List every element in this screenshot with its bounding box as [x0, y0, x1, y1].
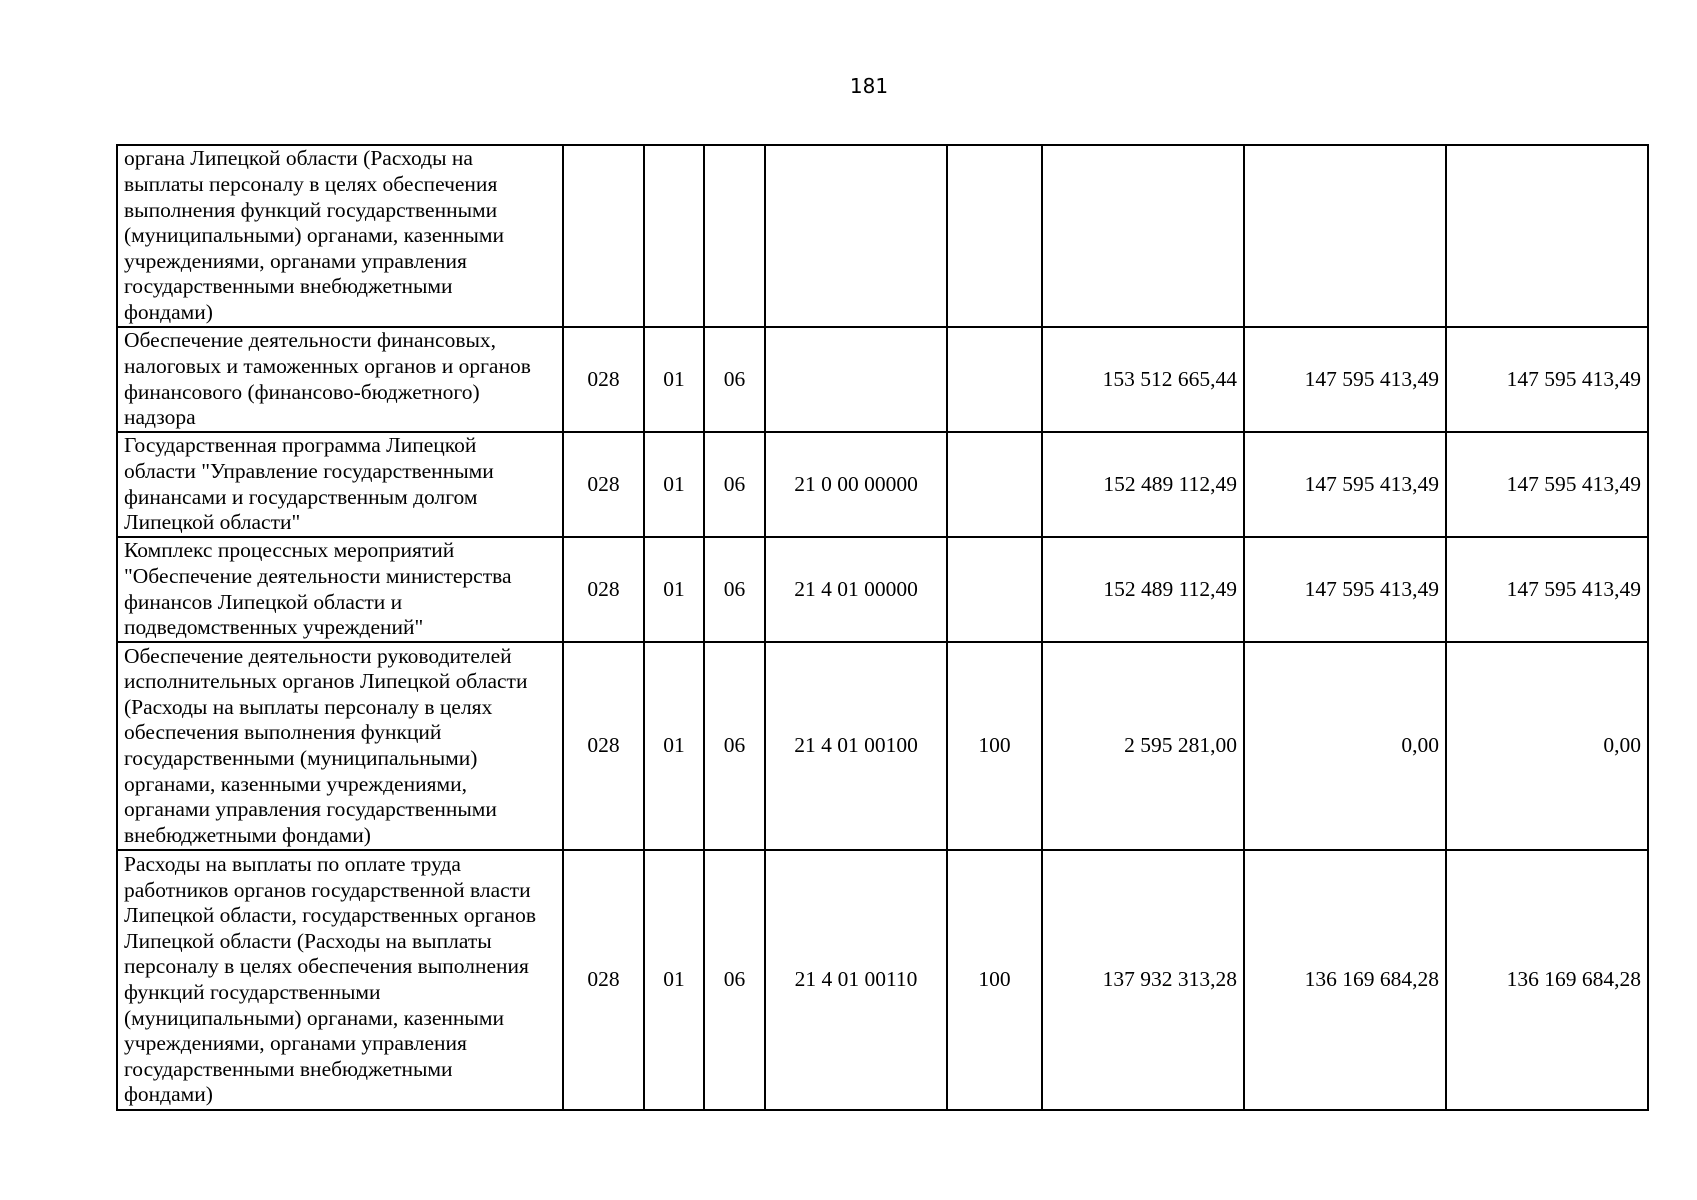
sum-3-cell	[1446, 145, 1648, 327]
section-code-cell	[644, 145, 704, 327]
sum-2-cell: 0,00	[1244, 642, 1446, 850]
table-row	[117, 642, 1648, 850]
table-row	[117, 537, 1648, 642]
target-code-cell: 21 4 01 00000	[765, 537, 947, 642]
sum-1-cell: 2 595 281,00	[1042, 642, 1244, 850]
target-code-cell	[765, 327, 947, 432]
section-code-cell: 01	[644, 537, 704, 642]
expense-type-cell: 100	[947, 850, 1042, 1110]
subsection-code-cell: 06	[704, 327, 765, 432]
ministry-code-cell: 028	[563, 327, 644, 432]
sum-3-cell: 136 169 684,28	[1446, 850, 1648, 1110]
ministry-code-cell	[563, 145, 644, 327]
row-name-cell: Обеспечение деятельности финансовых, налоговых и таможенных органов и органов финансового (финансово-бюджетного) надзора	[117, 327, 563, 432]
ministry-code-cell: 028	[563, 537, 644, 642]
ministry-code-cell: 028	[563, 850, 644, 1110]
sum-3-cell: 147 595 413,49	[1446, 432, 1648, 537]
page-number: 181	[849, 74, 889, 98]
target-code-cell	[765, 145, 947, 327]
subsection-code-cell: 06	[704, 850, 765, 1110]
expense-type-cell	[947, 145, 1042, 327]
expense-type-cell	[947, 432, 1042, 537]
expense-type-cell: 100	[947, 642, 1042, 850]
sum-2-cell	[1244, 145, 1446, 327]
sum-3-cell: 0,00	[1446, 642, 1648, 850]
section-code-cell: 01	[644, 327, 704, 432]
table-row	[117, 850, 1648, 1110]
ministry-code-cell: 028	[563, 642, 644, 850]
section-code-cell: 01	[644, 642, 704, 850]
sum-3-cell: 147 595 413,49	[1446, 327, 1648, 432]
row-name-cell: Обеспечение деятельности руководителей исполнительных органов Липецкой области (Расходы на выплаты персоналу в целях обеспечения выполнения функций государственными (муниципальными) органами, казенными учреждениями, органами управления государственными внебюджетными фондами)	[117, 642, 563, 850]
subsection-code-cell: 06	[704, 432, 765, 537]
sum-1-cell: 152 489 112,49	[1042, 537, 1244, 642]
target-code-cell: 21 0 00 00000	[765, 432, 947, 537]
sum-1-cell	[1042, 145, 1244, 327]
section-code-cell: 01	[644, 850, 704, 1110]
section-code-cell: 01	[644, 432, 704, 537]
table-row	[117, 145, 1648, 327]
subsection-code-cell	[704, 145, 765, 327]
target-code-cell: 21 4 01 00110	[765, 850, 947, 1110]
sum-2-cell: 147 595 413,49	[1244, 432, 1446, 537]
expense-type-cell	[947, 327, 1042, 432]
sum-2-cell: 136 169 684,28	[1244, 850, 1446, 1110]
sum-2-cell: 147 595 413,49	[1244, 327, 1446, 432]
subsection-code-cell: 06	[704, 642, 765, 850]
sum-1-cell: 152 489 112,49	[1042, 432, 1244, 537]
subsection-code-cell: 06	[704, 537, 765, 642]
row-name-cell: Расходы на выплаты по оплате труда работников органов государственной власти Липецкой области, государственных органов Липецкой области (Расходы на выплаты персоналу в целях обеспечения выполнения функций государственными (муниципальными) органами, казенными учреждениями, органами управления государственными внебюджетными фондами)	[117, 850, 563, 1110]
table-row	[117, 432, 1648, 537]
sum-3-cell: 147 595 413,49	[1446, 537, 1648, 642]
ministry-code-cell: 028	[563, 432, 644, 537]
row-name-cell: органа Липецкой области (Расходы на выплаты персоналу в целях обеспечения выполнения функций государственными (муниципальными) органами, казенными учреждениями, органами управления государственными внебюджетными фондами)	[117, 145, 563, 327]
sum-1-cell: 137 932 313,28	[1042, 850, 1244, 1110]
row-name-cell: Государственная программа Липецкой области "Управление государственными финансами и государственным долгом Липецкой области"	[117, 432, 563, 537]
row-name-cell: Комплекс процессных мероприятий "Обеспечение деятельности министерства финансов Липецкой области и подведомственных учреждений"	[117, 537, 563, 642]
table-row	[117, 327, 1648, 432]
sum-1-cell: 153 512 665,44	[1042, 327, 1244, 432]
target-code-cell: 21 4 01 00100	[765, 642, 947, 850]
sum-2-cell: 147 595 413,49	[1244, 537, 1446, 642]
budget-table	[116, 144, 1649, 1111]
expense-type-cell	[947, 537, 1042, 642]
